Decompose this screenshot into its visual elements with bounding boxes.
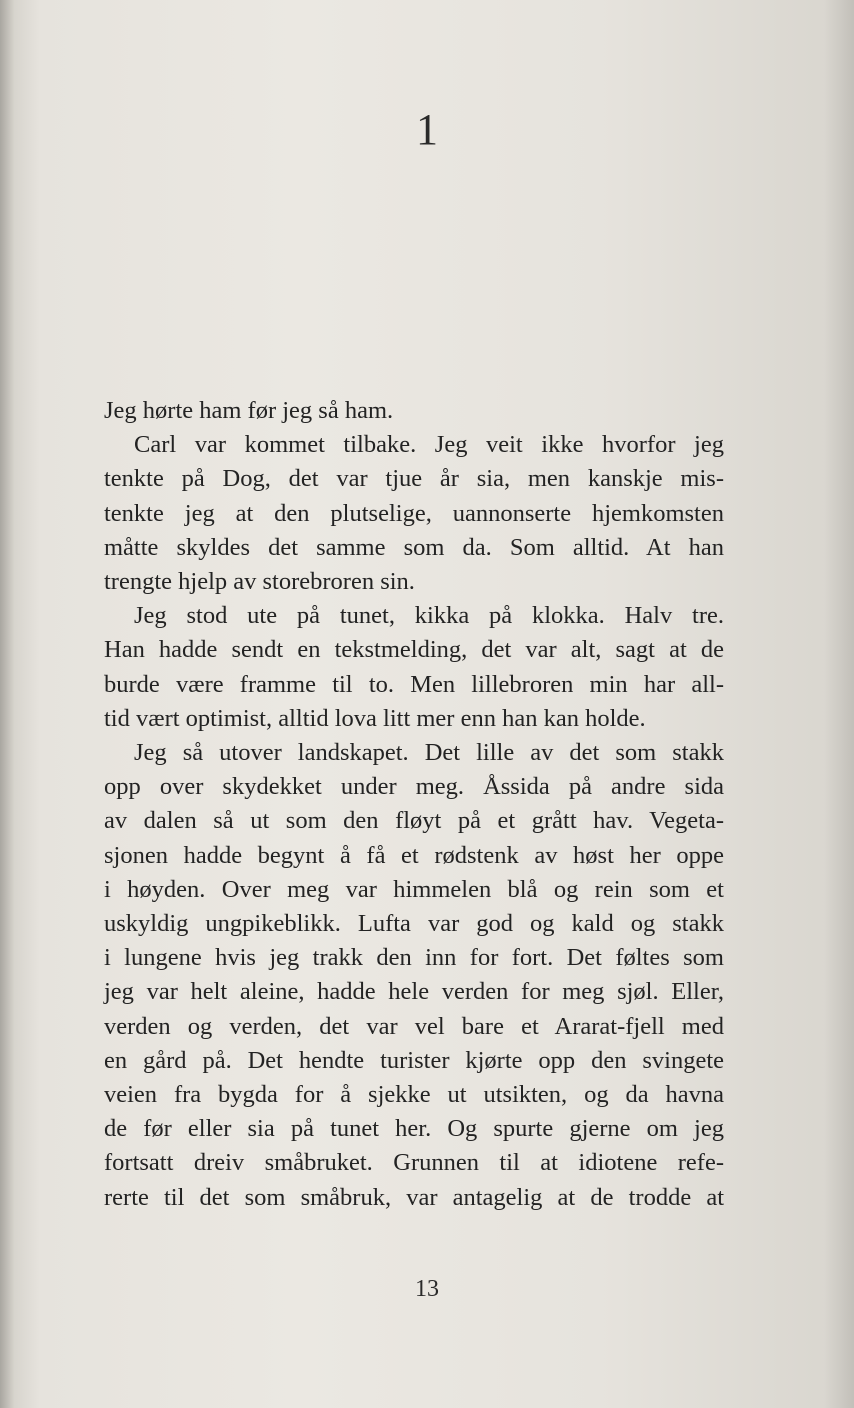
text-line: veien fra bygda for å sjekke ut utsikten, og da havna	[104, 1081, 724, 1109]
text-line: Jeg hørte ham før jeg så ham.	[104, 397, 394, 424]
text-line: verden og verden, det var vel bare et Ararat-fjell med	[104, 1012, 724, 1040]
text-line: Jeg så utover landskapet. Det lille av det som stakk	[134, 739, 724, 767]
text-line: en gård på. Det hendte turister kjørte opp den svingete	[104, 1046, 724, 1074]
text-line: Han hadde sendt en tekstmelding, det var alt, sagt at de	[104, 636, 724, 664]
text-line: Jeg stod ute på tunet, kikka på klokka. Halv tre.	[134, 602, 724, 630]
text-line: uskyldig ungpikeblikk. Lufta var god og kald og stakk	[104, 910, 724, 938]
text-line: burde være framme til to. Men lillebroren min har all-	[104, 670, 724, 698]
text-line: tenkte på Dog, det var tjue år sia, men kanskje mis-	[104, 465, 724, 493]
body-text	[104, 394, 724, 1215]
text-line: i høyden. Over meg var himmelen blå og rein som et	[104, 875, 724, 903]
text-line: rerte til det som småbruk, var antagelig at de trodde at	[104, 1183, 724, 1211]
text-line: sjonen hadde begynt å få et rødstenk av høst her oppe	[104, 841, 724, 869]
text-line: opp over skydekket under meg. Åssida på andre sida	[104, 773, 724, 801]
text-line: av dalen så ut som den fløyt på et grått hav. Vegeta-	[104, 807, 724, 835]
text-line: de før eller sia på tunet her. Og spurte gjerne om jeg	[104, 1115, 724, 1143]
text-line: i lungene hvis jeg trakk den inn for fort. Det føltes som	[104, 944, 724, 972]
text-line: trengte hjelp av storebroren sin.	[104, 568, 415, 596]
text-line: jeg var helt aleine, hadde hele verden for meg sjøl. Eller,	[104, 978, 724, 1006]
text-line: måtte skyldes det samme som da. Som alltid. At han	[104, 533, 724, 561]
text-line: fortsatt dreiv småbruket. Grunnen til at idiotene refe-	[104, 1149, 724, 1177]
text-line: Carl var kommet tilbake. Jeg veit ikke hvorfor jeg	[134, 431, 724, 459]
page-number: 13	[415, 1276, 439, 1302]
text-line: tid vært optimist, alltid lova litt mer enn han kan holde.	[104, 704, 646, 732]
text-line: tenkte jeg at den plutselige, uannonserte hjemkomsten	[104, 499, 724, 527]
chapter-number: 1	[416, 105, 438, 154]
